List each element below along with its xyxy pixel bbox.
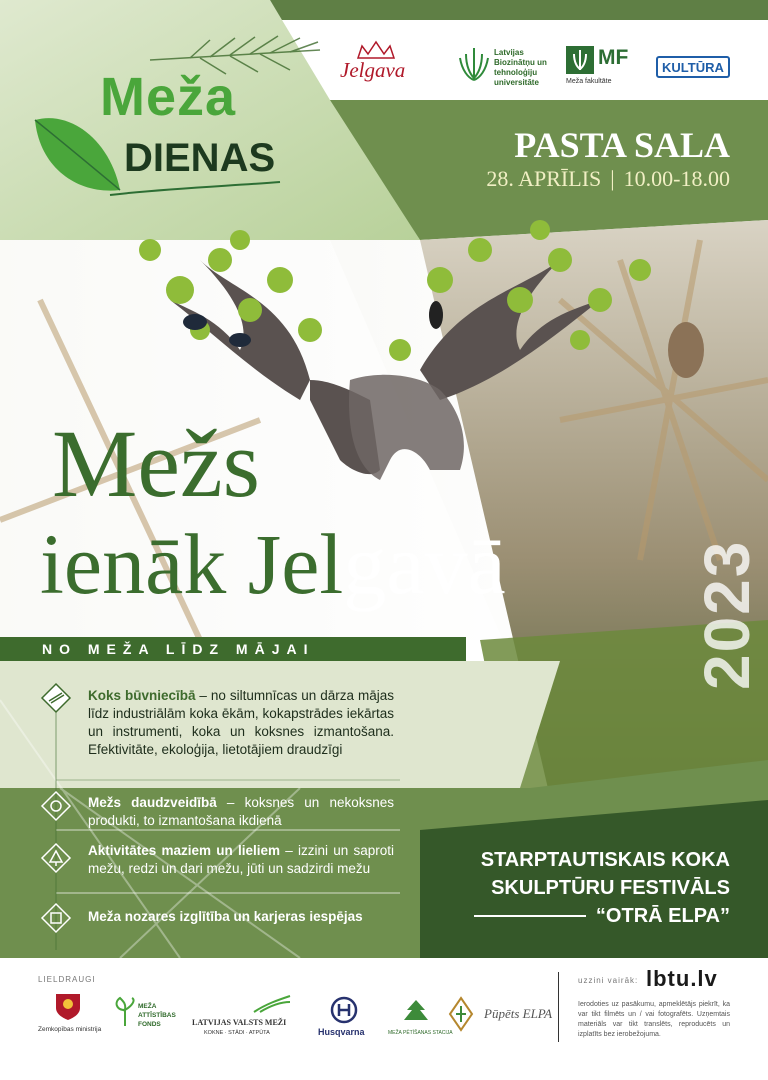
- partner-name: MEŽA PĒTĪŠANAS STACIJA: [388, 1030, 453, 1036]
- tagline-band: [0, 637, 466, 661]
- partner-logo: [386, 998, 453, 1042]
- university-logo: [458, 44, 558, 90]
- partner-name: MEŽA ATTĪSTĪBAS FONDS: [138, 1003, 176, 1028]
- jelgava-logo-text: Jelgava: [340, 58, 406, 82]
- forest-wing-icon: [252, 994, 292, 1014]
- partner-name: LATVIJAS VALSTS MEŽI: [192, 1018, 287, 1027]
- partner-logo: [484, 1000, 554, 1036]
- partner-subtitle: KOKNE · STĀDI · ATPŪTA: [204, 1030, 270, 1036]
- festival-divider: [474, 915, 586, 917]
- jelgava-logo: [336, 40, 436, 90]
- tree-icon: [42, 844, 70, 872]
- program-item-title: Koks būvniecībā: [88, 688, 196, 703]
- partner-logo: [448, 996, 478, 1036]
- date-separator: |: [610, 166, 615, 191]
- partner-logo: [112, 994, 192, 1044]
- headline-line1: Mežs: [52, 410, 260, 517]
- kultura-logo: [656, 56, 730, 78]
- program-item: [88, 794, 394, 830]
- festival-line3-row: [420, 902, 730, 930]
- footer-divider: [558, 972, 559, 1042]
- spruce-icon: [401, 998, 431, 1026]
- partner-name: Pūpēts ELPA: [484, 1006, 553, 1021]
- event-name-line1: Meža: [100, 67, 237, 127]
- headline-line2: [40, 514, 506, 614]
- program-item-text: – izzini un saproti mežu, redzi un dari mežu, jūti un sadzirdi mežu: [88, 843, 394, 876]
- mf-logo-text: MF: [598, 46, 629, 69]
- mf-logo-subtitle: Meža fakultāte: [566, 78, 612, 85]
- website-link[interactable]: lbtu.lv: [646, 966, 718, 991]
- festival-line1: STARPTAUTISKAIS KOKA: [480, 849, 730, 871]
- event-name-line2: DIENAS: [124, 136, 276, 180]
- tree-emblem-icon: [112, 996, 138, 1028]
- festival-announcement: [420, 846, 730, 930]
- crown-icon: [356, 40, 396, 60]
- mf-emblem-icon: [566, 46, 594, 74]
- event-year: 2023: [691, 539, 763, 690]
- festival-line3: “OTRĀ ELPA”: [595, 905, 730, 927]
- log-icon: [42, 792, 70, 820]
- partner-name: Zemkopības ministrija: [38, 1026, 102, 1033]
- diamond-emblem-icon: [448, 996, 474, 1032]
- partners-label: LIELDRAUGI: [38, 975, 96, 984]
- mf-logo: [566, 46, 646, 90]
- coat-of-arms-icon: [50, 992, 86, 1022]
- program-item-title: Meža nozares izglītība un karjeras iespējas: [88, 909, 363, 924]
- saw-icon: [42, 684, 70, 712]
- kultura-logo-text: KULTŪRA: [662, 60, 724, 75]
- university-logo-text: Latvijas Biozinātņu un tehnoloģiju universitāte: [494, 48, 547, 87]
- event-date-time: [400, 166, 730, 192]
- program-item-title: Aktivitātes maziem un lieliem: [88, 843, 281, 858]
- partner-logo: [192, 994, 302, 1040]
- program-item-title: Mežs daudzveidībā: [88, 795, 217, 810]
- partner-logo: [38, 992, 102, 1042]
- partner-name: Husqvarna: [318, 1027, 365, 1037]
- program-item: [88, 842, 394, 878]
- university-emblem-icon: [458, 44, 490, 84]
- event-time: 10.00-18.00: [623, 166, 730, 191]
- program-item: [88, 687, 394, 759]
- husqvarna-crown-icon: [330, 996, 358, 1024]
- event-date: 28. APRĪLIS: [486, 166, 602, 191]
- headline-line2-part1: ienāk Jel: [40, 516, 344, 612]
- headline-line2-part2: gavā: [343, 516, 506, 612]
- disclaimer-text: Ierodoties uz pasākumu, apmeklētājs piekrīt, ka var tikt filmēts un / vai fotografēts. Uzņemtais materiāls var tikt translēts, reproducēts un izplatīts bez ierobežojuma.: [578, 1001, 730, 1038]
- program-item-text: – no siltumnīcas un dārza mājas līdz industriālām koka ēkām, kokapstrādes iekārtas un instrumenti, koka un koksnes izmantošana. Efektivitāte, ekoloģija, lietotājiem draudzīgi: [88, 688, 394, 757]
- program-item: [88, 908, 408, 926]
- tagline: NO MEŽA LĪDZ MĀJAI: [42, 641, 315, 657]
- book-icon: [42, 904, 70, 932]
- more-info-label: uzzini vairāk:: [578, 976, 639, 985]
- festival-line2: SKULPTŪRU FESTIVĀLS: [491, 877, 730, 899]
- partner-logo: [316, 996, 376, 1042]
- program-item-text: – koksnes un nekoksnes produkti, to izmantošana ikdienā: [88, 795, 394, 828]
- event-location: PASTA SALA: [514, 125, 730, 165]
- item-icons: [40, 682, 72, 942]
